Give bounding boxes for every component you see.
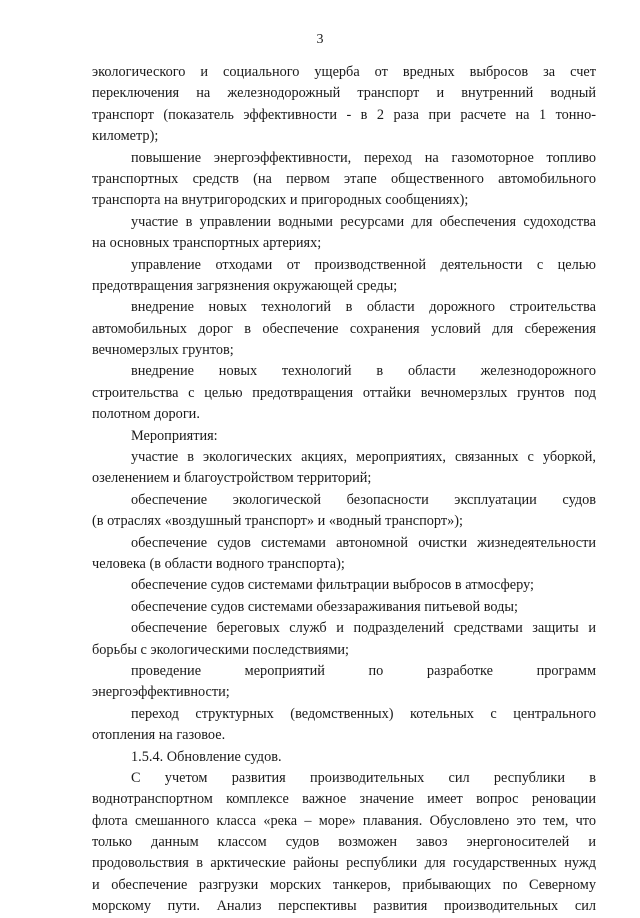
text-line: морскому пути. Анализ перспективы развития производительных сил: [92, 898, 596, 915]
text-line: экологического и социального ущерба от вредных выбросов за счет: [92, 64, 596, 80]
text-line: транспортных средств (на первом этапе общественного автомобильного: [92, 170, 596, 187]
text-line: строительства с целью предотвращения оттайки вечномерзлых грунтов под: [92, 384, 596, 401]
text-line: предотвращения загрязнения окружающей среды;: [92, 277, 398, 294]
text-line: автомобильных дорог в обеспечение сохранения условий для сбережения: [92, 320, 596, 337]
text-line: внедрение новых технологий в области железнодорожного: [131, 363, 596, 380]
text-line: обеспечение судов системами автономной очистки жизнедеятельности: [131, 534, 596, 551]
text-line: повышение энергоэффективности, переход на газомоторное топливо: [131, 149, 596, 166]
text-line: (в отраслях «воздушный транспорт» и «водный транспорт»);: [92, 513, 463, 530]
text-line: проведение мероприятий по разработке программ: [131, 662, 596, 679]
text-line: вечномерзлых грунтов;: [92, 342, 234, 359]
text-line: и обеспечение разгрузки морских танкеров, прибывающих по Северному: [92, 876, 596, 893]
text-line: отопления на газовое.: [92, 727, 226, 744]
text-line: С учетом развития производительных сил республики в: [131, 769, 596, 786]
text-line: борьбы с экологическими последствиями;: [92, 641, 349, 658]
text-line: внедрение новых технологий в области дорожного строительства: [131, 299, 596, 316]
text-line: продовольствия в арктические районы республики для государственных нужд: [92, 855, 596, 872]
text-line: 1.5.4. Обновление судов.: [131, 748, 282, 765]
text-line: транспорта на внутригородских и пригородных сообщениях);: [92, 192, 469, 209]
text-line: флота смешанного класса «река – море» плавания. Обусловлено это тем, что: [92, 812, 596, 829]
text-line: озеленением и благоустройством территорий;: [92, 470, 372, 487]
text-line: обеспечение экологической безопасности эксплуатации судов: [131, 491, 596, 508]
text-line: человека (в области водного транспорта);: [92, 555, 345, 572]
text-line: управление отходами от производственной деятельности с целью: [131, 256, 596, 273]
text-line: переход структурных (ведомственных) котельных с центрального: [131, 705, 596, 722]
text-line: воднотранспортном комплексе важное значение имеет вопрос реновации: [92, 791, 596, 808]
text-line: транспорт (показатель эффективности - в 2 раза при расчете на 1 тонно-: [92, 106, 596, 123]
page-number: 3: [316, 32, 324, 47]
text-line: полотном дороги.: [92, 406, 200, 423]
text-line: обеспечение береговых служб и подразделений средствами защиты и: [131, 620, 596, 637]
text-line: только данным классом судов возможен завоз энергоносителей и: [92, 834, 596, 851]
text-line: переключения на железнодорожный транспорт и внутренний водный: [92, 85, 596, 102]
text-line: обеспечение судов системами фильтрации выбросов в атмосферу;: [131, 577, 535, 594]
text-line: участие в управлении водными ресурсами для обеспечения судоходства: [131, 213, 596, 230]
text-line: участие в экологических акциях, мероприятиях, связанных с уборкой,: [131, 449, 596, 466]
document-body: [92, 62, 596, 918]
text-line: Мероприятия:: [131, 427, 218, 444]
text-line: обеспечение судов системами обеззараживания питьевой воды;: [131, 598, 518, 615]
text-line: энергоэффективности;: [92, 684, 230, 701]
text-line: километр);: [92, 128, 159, 145]
text-line: на основных транспортных артериях;: [92, 235, 322, 252]
